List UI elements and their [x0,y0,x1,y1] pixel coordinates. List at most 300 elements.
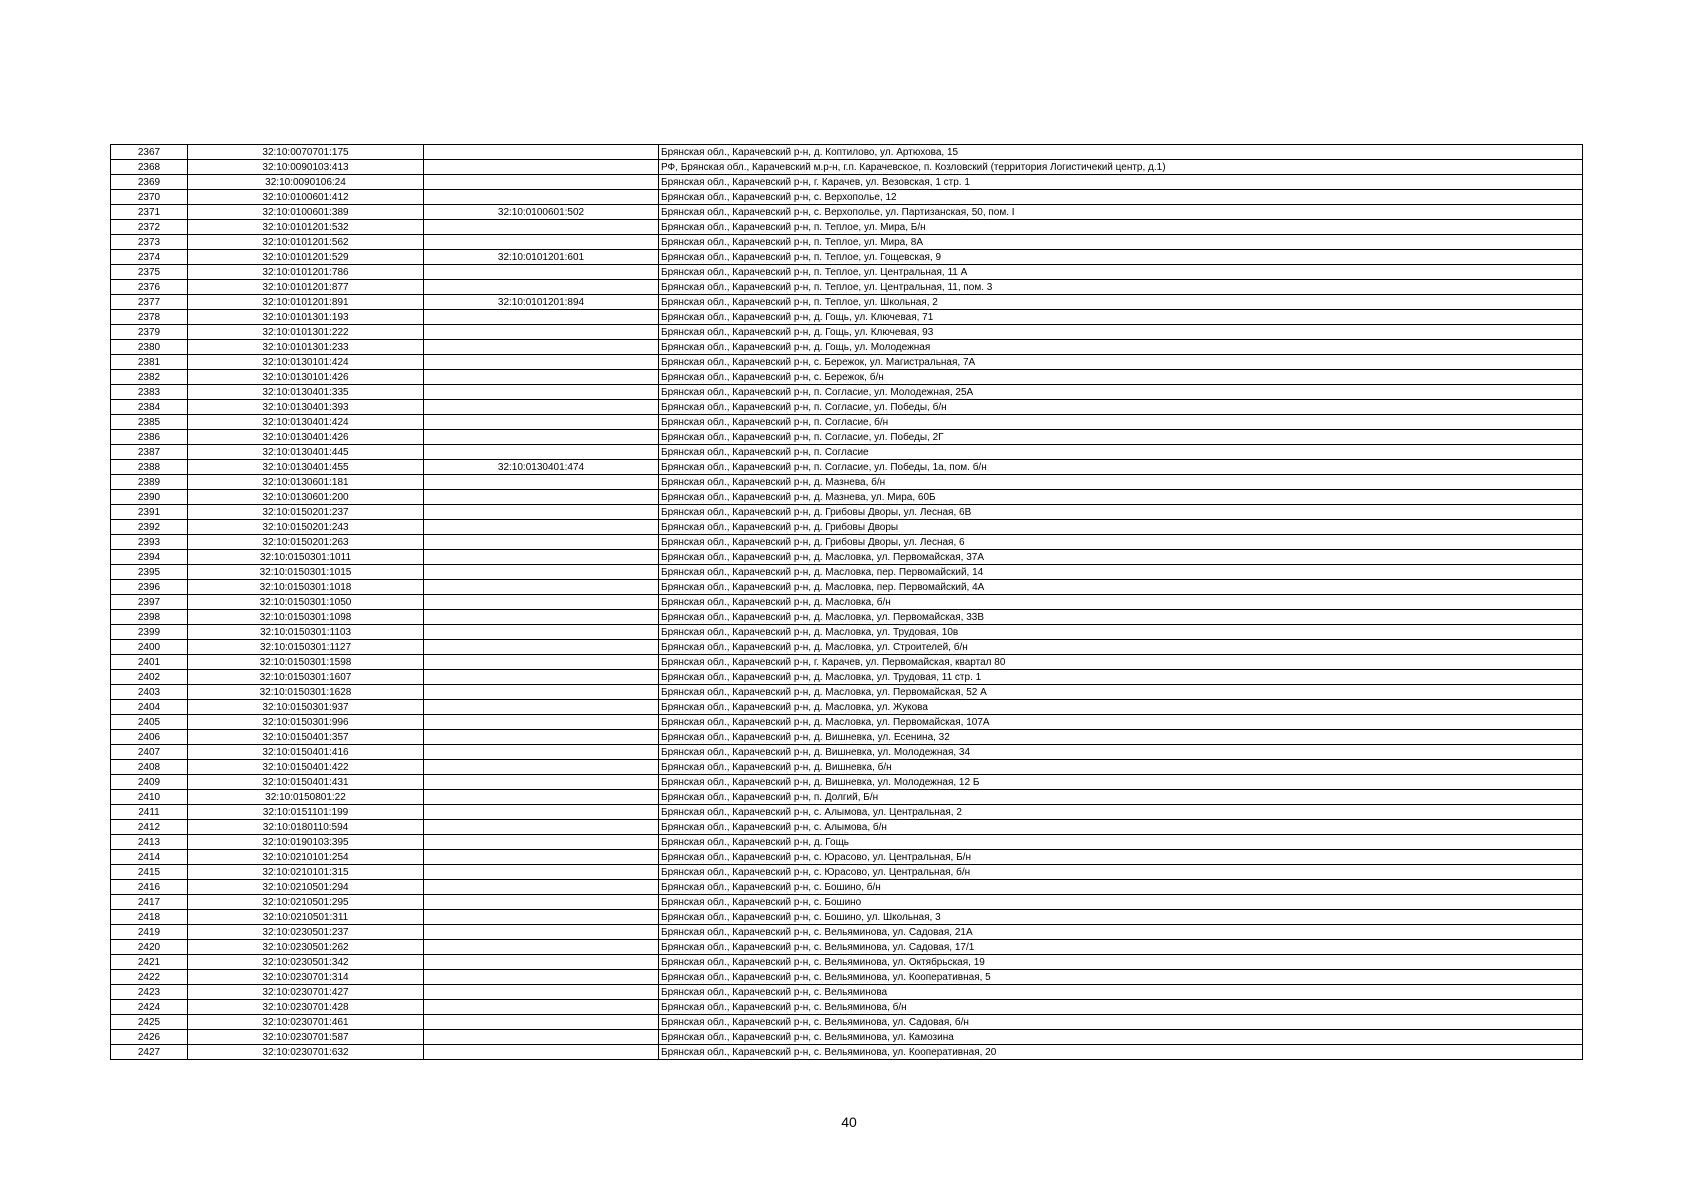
cadastral-number-cell: 32:10:0130601:181 [188,475,424,490]
address-cell: Брянская обл., Карачевский р-н, д. Вишневка, ул. Молодежная, 34 [659,745,1583,760]
address-cell: Брянская обл., Карачевский р-н, с. Бошино, ул. Школьная, 3 [659,910,1583,925]
row-number-cell: 2398 [111,610,188,625]
row-number-cell: 2382 [111,370,188,385]
cadastral-number-cell: 32:10:0230501:237 [188,925,424,940]
address-cell: Брянская обл., Карачевский р-н, д. Масловка, ул. Жукова [659,700,1583,715]
cadastral-number-cell: 32:10:0180110:594 [188,820,424,835]
address-cell: Брянская обл., Карачевский р-н, д. Грибовы Дворы, ул. Лесная, 6В [659,505,1583,520]
row-number-cell: 2426 [111,1030,188,1045]
row-number-cell: 2407 [111,745,188,760]
cadastral-number-cell: 32:10:0230701:461 [188,1015,424,1030]
address-cell: Брянская обл., Карачевский р-н, с. Вельяминова, ул. Садовая, 17/1 [659,940,1583,955]
linked-cadastral-number-cell [424,745,659,760]
table-row [111,880,1583,895]
linked-cadastral-number-cell [424,625,659,640]
table-row [111,805,1583,820]
address-cell: Брянская обл., Карачевский р-н, п. Теплое, ул. Мира, Б/н [659,220,1583,235]
address-cell: Брянская обл., Карачевский р-н, с. Вельяминова, б/н [659,1000,1583,1015]
address-cell: Брянская обл., Карачевский р-н, с. Юрасово, ул. Центральная, Б/н [659,850,1583,865]
linked-cadastral-number-cell [424,820,659,835]
table-row [111,685,1583,700]
row-number-cell: 2416 [111,880,188,895]
row-number-cell: 2417 [111,895,188,910]
cadastral-number-cell: 32:10:0130401:335 [188,385,424,400]
linked-cadastral-number-cell [424,805,659,820]
table-row [111,535,1583,550]
row-number-cell: 2422 [111,970,188,985]
cadastral-number-cell: 32:10:0101201:786 [188,265,424,280]
row-number-cell: 2389 [111,475,188,490]
table-row [111,940,1583,955]
linked-cadastral-number-cell [424,895,659,910]
linked-cadastral-number-cell [424,970,659,985]
cadastral-number-cell: 32:10:0150301:1607 [188,670,424,685]
address-cell: Брянская обл., Карачевский р-н, д. Гощь [659,835,1583,850]
cadastral-number-cell: 32:10:0150201:237 [188,505,424,520]
address-cell: Брянская обл., Карачевский р-н, д. Масловка, ул. Трудовая, 11 стр. 1 [659,670,1583,685]
table-row [111,1030,1583,1045]
cadastral-number-cell: 32:10:0150301:1598 [188,655,424,670]
address-cell: Брянская обл., Карачевский р-н, д. Масловка, ул. Первомайская, 107А [659,715,1583,730]
cadastral-number-cell: 32:10:0190103:395 [188,835,424,850]
table-row [111,205,1583,220]
table-row [111,625,1583,640]
cadastral-number-cell: 32:10:0230701:428 [188,1000,424,1015]
linked-cadastral-number-cell [424,145,659,160]
address-cell: Брянская обл., Карачевский р-н, п. Долгий, Б/н [659,790,1583,805]
linked-cadastral-number-cell [424,475,659,490]
linked-cadastral-number-cell [424,445,659,460]
table-row [111,865,1583,880]
table-row [111,580,1583,595]
cadastral-number-cell: 32:10:0230701:314 [188,970,424,985]
row-number-cell: 2418 [111,910,188,925]
address-cell: Брянская обл., Карачевский р-н, д. Вишневка, ул. Молодежная, 12 Б [659,775,1583,790]
linked-cadastral-number-cell [424,850,659,865]
address-cell: Брянская обл., Карачевский р-н, п. Согласие, ул. Молодежная, 25А [659,385,1583,400]
address-cell: Брянская обл., Карачевский р-н, с. Бережок, ул. Магистральная, 7А [659,355,1583,370]
table-row [111,265,1583,280]
table-row [111,235,1583,250]
linked-cadastral-number-cell [424,595,659,610]
address-cell: Брянская обл., Карачевский р-н, с. Бошино, б/н [659,880,1583,895]
address-cell: Брянская обл., Карачевский р-н, п. Теплое, ул. Мира, 8А [659,235,1583,250]
linked-cadastral-number-cell [424,340,659,355]
table-row [111,640,1583,655]
table-row [111,325,1583,340]
table-row [111,775,1583,790]
table-row [111,910,1583,925]
cadastral-number-cell: 32:10:0230501:262 [188,940,424,955]
table-row [111,280,1583,295]
row-number-cell: 2406 [111,730,188,745]
row-number-cell: 2424 [111,1000,188,1015]
linked-cadastral-number-cell [424,235,659,250]
cadastral-number-cell: 32:10:0150301:937 [188,700,424,715]
cadastral-number-cell: 32:10:0150401:357 [188,730,424,745]
table-row [111,1000,1583,1015]
address-cell: Брянская обл., Карачевский р-н, д. Грибовы Дворы, ул. Лесная, 6 [659,535,1583,550]
table-row [111,760,1583,775]
linked-cadastral-number-cell [424,925,659,940]
cadastral-number-cell: 32:10:0101201:891 [188,295,424,310]
cadastral-number-cell: 32:10:0130601:200 [188,490,424,505]
table-row [111,715,1583,730]
row-number-cell: 2408 [111,760,188,775]
linked-cadastral-number-cell: 32:10:0101201:894 [424,295,659,310]
cadastral-number-cell: 32:10:0210501:295 [188,895,424,910]
table-row [111,250,1583,265]
row-number-cell: 2384 [111,400,188,415]
address-cell: Брянская обл., Карачевский р-н, д. Вишневка, б/н [659,760,1583,775]
cadastral-number-cell: 32:10:0150301:1015 [188,565,424,580]
table-row [111,730,1583,745]
linked-cadastral-number-cell [424,790,659,805]
address-cell: Брянская обл., Карачевский р-н, п. Теплое, ул. Центральная, 11 А [659,265,1583,280]
row-number-cell: 2415 [111,865,188,880]
table-row [111,670,1583,685]
row-number-cell: 2421 [111,955,188,970]
table-row [111,700,1583,715]
linked-cadastral-number-cell [424,1045,659,1060]
linked-cadastral-number-cell [424,1015,659,1030]
linked-cadastral-number-cell [424,760,659,775]
cadastral-number-cell: 32:10:0150301:1018 [188,580,424,595]
address-cell: Брянская обл., Карачевский р-н, д. Масловка, ул. Первомайская, 52 А [659,685,1583,700]
cadastral-number-cell: 32:10:0150301:1103 [188,625,424,640]
row-number-cell: 2409 [111,775,188,790]
linked-cadastral-number-cell [424,985,659,1000]
address-cell: Брянская обл., Карачевский р-н, д. Вишневка, ул. Есенина, 32 [659,730,1583,745]
cadastral-number-cell: 32:10:0130401:455 [188,460,424,475]
table-row [111,850,1583,865]
row-number-cell: 2399 [111,625,188,640]
row-number-cell: 2377 [111,295,188,310]
row-number-cell: 2410 [111,790,188,805]
cadastral-number-cell: 32:10:0150301:1098 [188,610,424,625]
linked-cadastral-number-cell [424,325,659,340]
row-number-cell: 2385 [111,415,188,430]
row-number-cell: 2394 [111,550,188,565]
row-number-cell: 2423 [111,985,188,1000]
row-number-cell: 2371 [111,205,188,220]
cadastral-number-cell: 32:10:0070701:175 [188,145,424,160]
cadastral-number-cell: 32:10:0210501:294 [188,880,424,895]
cadastral-number-cell: 32:10:0130401:426 [188,430,424,445]
address-cell: Брянская обл., Карачевский р-н, п. Согласие, б/н [659,415,1583,430]
row-number-cell: 2402 [111,670,188,685]
cadastral-number-cell: 32:10:0150301:1050 [188,595,424,610]
cadastral-number-cell: 32:10:0090103:413 [188,160,424,175]
row-number-cell: 2419 [111,925,188,940]
table-row [111,820,1583,835]
row-number-cell: 2395 [111,565,188,580]
row-number-cell: 2383 [111,385,188,400]
row-number-cell: 2368 [111,160,188,175]
linked-cadastral-number-cell [424,400,659,415]
row-number-cell: 2374 [111,250,188,265]
linked-cadastral-number-cell [424,940,659,955]
address-cell: Брянская обл., Карачевский р-н, с. Вельяминова [659,985,1583,1000]
linked-cadastral-number-cell [424,880,659,895]
cadastral-number-cell: 32:10:0090106:24 [188,175,424,190]
linked-cadastral-number-cell [424,265,659,280]
row-number-cell: 2387 [111,445,188,460]
row-number-cell: 2388 [111,460,188,475]
table-row [111,610,1583,625]
cadastral-number-cell: 32:10:0130401:393 [188,400,424,415]
table-row [111,145,1583,160]
cadastral-number-cell: 32:10:0210101:315 [188,865,424,880]
row-number-cell: 2413 [111,835,188,850]
row-number-cell: 2404 [111,700,188,715]
row-number-cell: 2391 [111,505,188,520]
linked-cadastral-number-cell [424,655,659,670]
cadastral-number-cell: 32:10:0150301:1628 [188,685,424,700]
table-row [111,565,1583,580]
linked-cadastral-number-cell [424,640,659,655]
row-number-cell: 2367 [111,145,188,160]
table-row [111,355,1583,370]
row-number-cell: 2411 [111,805,188,820]
cadastral-number-cell: 32:10:0101201:562 [188,235,424,250]
cadastral-number-cell: 32:10:0150801:22 [188,790,424,805]
cadastral-number-cell: 32:10:0150301:1127 [188,640,424,655]
address-cell: Брянская обл., Карачевский р-н, п. Теплое, ул. Центральная, 11, пом. 3 [659,280,1583,295]
address-cell: Брянская обл., Карачевский р-н, д. Масловка, б/н [659,595,1583,610]
cadastral-number-cell: 32:10:0150401:431 [188,775,424,790]
table-row [111,385,1583,400]
address-cell: Брянская обл., Карачевский р-н, д. Масловка, пер. Первомайский, 14 [659,565,1583,580]
address-cell: Брянская обл., Карачевский р-н, с. Вельяминова, ул. Камозина [659,1030,1583,1045]
linked-cadastral-number-cell [424,700,659,715]
linked-cadastral-number-cell [424,685,659,700]
row-number-cell: 2375 [111,265,188,280]
table-row [111,790,1583,805]
address-cell: Брянская обл., Карачевский р-н, д. Гощь, ул. Ключевая, 93 [659,325,1583,340]
address-cell: Брянская обл., Карачевский р-н, п. Теплое, ул. Школьная, 2 [659,295,1583,310]
address-cell: Брянская обл., Карачевский р-н, п. Согласие, ул. Победы, 1а, пом. б/н [659,460,1583,475]
table-row [111,955,1583,970]
cadastral-number-cell: 32:10:0101301:193 [188,310,424,325]
address-cell: Брянская обл., Карачевский р-н, с. Верхополье, ул. Партизанская, 50, пом. I [659,205,1583,220]
address-cell: Брянская обл., Карачевский р-н, п. Согласие [659,445,1583,460]
linked-cadastral-number-cell: 32:10:0130401:474 [424,460,659,475]
cadastral-number-cell: 32:10:0101301:222 [188,325,424,340]
table-row [111,835,1583,850]
row-number-cell: 2405 [111,715,188,730]
row-number-cell: 2373 [111,235,188,250]
table-row [111,520,1583,535]
table-row [111,295,1583,310]
row-number-cell: 2380 [111,340,188,355]
linked-cadastral-number-cell [424,835,659,850]
table-row [111,340,1583,355]
linked-cadastral-number-cell [424,415,659,430]
row-number-cell: 2386 [111,430,188,445]
linked-cadastral-number-cell [424,220,659,235]
address-cell: Брянская обл., Карачевский р-н, с. Вельяминова, ул. Октябрьская, 19 [659,955,1583,970]
cadastral-number-cell: 32:10:0151101:199 [188,805,424,820]
linked-cadastral-number-cell [424,715,659,730]
address-cell: Брянская обл., Карачевский р-н, д. Мазнева, б/н [659,475,1583,490]
table-row [111,190,1583,205]
linked-cadastral-number-cell [424,730,659,745]
linked-cadastral-number-cell [424,565,659,580]
address-cell: РФ, Брянская обл., Карачевский м.р-н, г.п. Карачевское, п. Козловский (территория Логистичекий центр, д.1) [659,160,1583,175]
cadastral-number-cell: 32:10:0150301:1011 [188,550,424,565]
address-cell: Брянская обл., Карачевский р-н, г. Карачев, ул. Первомайская, квартал 80 [659,655,1583,670]
address-cell: Брянская обл., Карачевский р-н, п. Согласие, ул. Победы, 2Г [659,430,1583,445]
cadastral-number-cell: 32:10:0130401:424 [188,415,424,430]
linked-cadastral-number-cell [424,175,659,190]
cadastral-number-cell: 32:10:0150201:243 [188,520,424,535]
cadastral-number-cell: 32:10:0210501:311 [188,910,424,925]
linked-cadastral-number-cell [424,190,659,205]
table-row [111,415,1583,430]
linked-cadastral-number-cell [424,310,659,325]
linked-cadastral-number-cell [424,670,659,685]
table-row [111,895,1583,910]
linked-cadastral-number-cell [424,550,659,565]
row-number-cell: 2425 [111,1015,188,1030]
row-number-cell: 2403 [111,685,188,700]
cadastral-number-cell: 32:10:0100601:389 [188,205,424,220]
address-cell: Брянская обл., Карачевский р-н, с. Бережок, б/н [659,370,1583,385]
address-cell: Брянская обл., Карачевский р-н, с. Бошино [659,895,1583,910]
table-row [111,505,1583,520]
address-cell: Брянская обл., Карачевский р-н, с. Вельяминова, ул. Кооперативная, 5 [659,970,1583,985]
table-row [111,175,1583,190]
cadastral-number-cell: 32:10:0230501:342 [188,955,424,970]
address-cell: Брянская обл., Карачевский р-н, с. Верхополье, 12 [659,190,1583,205]
table-row [111,550,1583,565]
row-number-cell: 2427 [111,1045,188,1060]
address-cell: Брянская обл., Карачевский р-н, с. Вельяминова, ул. Садовая, б/н [659,1015,1583,1030]
row-number-cell: 2379 [111,325,188,340]
linked-cadastral-number-cell [424,910,659,925]
address-cell: Брянская обл., Карачевский р-н, с. Алымова, ул. Центральная, 2 [659,805,1583,820]
cadastral-number-cell: 32:10:0150401:422 [188,760,424,775]
linked-cadastral-number-cell [424,1030,659,1045]
address-cell: Брянская обл., Карачевский р-н, д. Грибовы Дворы [659,520,1583,535]
linked-cadastral-number-cell [424,430,659,445]
linked-cadastral-number-cell [424,385,659,400]
row-number-cell: 2393 [111,535,188,550]
row-number-cell: 2370 [111,190,188,205]
linked-cadastral-number-cell [424,160,659,175]
linked-cadastral-number-cell [424,775,659,790]
linked-cadastral-number-cell [424,520,659,535]
address-cell: Брянская обл., Карачевский р-н, с. Вельяминова, ул. Садовая, 21А [659,925,1583,940]
row-number-cell: 2369 [111,175,188,190]
cadastral-number-cell: 32:10:0150301:996 [188,715,424,730]
property-table-body [111,145,1583,1060]
table-row [111,430,1583,445]
cadastral-number-cell: 32:10:0210101:254 [188,850,424,865]
linked-cadastral-number-cell [424,580,659,595]
address-cell: Брянская обл., Карачевский р-н, с. Юрасово, ул. Центральная, б/н [659,865,1583,880]
cadastral-number-cell: 32:10:0130101:424 [188,355,424,370]
cadastral-number-cell: 32:10:0150201:263 [188,535,424,550]
table-row [111,460,1583,475]
table-row [111,475,1583,490]
linked-cadastral-number-cell [424,955,659,970]
cadastral-number-cell: 32:10:0230701:427 [188,985,424,1000]
linked-cadastral-number-cell [424,865,659,880]
linked-cadastral-number-cell [424,1000,659,1015]
table-row [111,1045,1583,1060]
address-cell: Брянская обл., Карачевский р-н, д. Мазнева, ул. Мира, 60Б [659,490,1583,505]
row-number-cell: 2381 [111,355,188,370]
table-row [111,655,1583,670]
table-row [111,490,1583,505]
address-cell: Брянская обл., Карачевский р-н, д. Масловка, ул. Трудовая, 10в [659,625,1583,640]
table-row [111,970,1583,985]
row-number-cell: 2400 [111,640,188,655]
property-table [110,144,1583,1060]
table-row [111,595,1583,610]
address-cell: Брянская обл., Карачевский р-н, д. Гощь, ул. Молодежная [659,340,1583,355]
cadastral-number-cell: 32:10:0230701:587 [188,1030,424,1045]
linked-cadastral-number-cell [424,610,659,625]
table-row [111,925,1583,940]
table-row [111,985,1583,1000]
row-number-cell: 2392 [111,520,188,535]
cadastral-number-cell: 32:10:0130101:426 [188,370,424,385]
table-row [111,160,1583,175]
address-cell: Брянская обл., Карачевский р-н, д. Масловка, пер. Первомайский, 4А [659,580,1583,595]
table-row [111,1015,1583,1030]
linked-cadastral-number-cell [424,535,659,550]
cadastral-number-cell: 32:10:0101201:529 [188,250,424,265]
address-cell: Брянская обл., Карачевский р-н, п. Согласие, ул. Победы, б/н [659,400,1583,415]
address-cell: Брянская обл., Карачевский р-н, д. Масловка, ул. Первомайская, 33В [659,610,1583,625]
address-cell: Брянская обл., Карачевский р-н, д. Гощь, ул. Ключевая, 71 [659,310,1583,325]
row-number-cell: 2376 [111,280,188,295]
address-cell: Брянская обл., Карачевский р-н, д. Коптилово, ул. Артюхова, 15 [659,145,1583,160]
table-row [111,370,1583,385]
cadastral-number-cell: 32:10:0230701:632 [188,1045,424,1060]
table-row [111,445,1583,460]
cadastral-number-cell: 32:10:0130401:445 [188,445,424,460]
linked-cadastral-number-cell: 32:10:0101201:601 [424,250,659,265]
address-cell: Брянская обл., Карачевский р-н, д. Масловка, ул. Строителей, б/н [659,640,1583,655]
address-cell: Брянская обл., Карачевский р-н, г. Карачев, ул. Везовская, 1 стр. 1 [659,175,1583,190]
row-number-cell: 2412 [111,820,188,835]
row-number-cell: 2420 [111,940,188,955]
linked-cadastral-number-cell [424,505,659,520]
table-row [111,310,1583,325]
linked-cadastral-number-cell [424,280,659,295]
address-cell: Брянская обл., Карачевский р-н, с. Вельяминова, ул. Кооперативная, 20 [659,1045,1583,1060]
row-number-cell: 2401 [111,655,188,670]
row-number-cell: 2396 [111,580,188,595]
row-number-cell: 2372 [111,220,188,235]
linked-cadastral-number-cell [424,355,659,370]
linked-cadastral-number-cell [424,490,659,505]
row-number-cell: 2378 [111,310,188,325]
address-cell: Брянская обл., Карачевский р-н, д. Масловка, ул. Первомайская, 37А [659,550,1583,565]
table-row [111,220,1583,235]
row-number-cell: 2390 [111,490,188,505]
linked-cadastral-number-cell: 32:10:0100601:502 [424,205,659,220]
address-cell: Брянская обл., Карачевский р-н, п. Теплое, ул. Гощевская, 9 [659,250,1583,265]
cadastral-number-cell: 32:10:0101201:877 [188,280,424,295]
table-row [111,400,1583,415]
table-row [111,745,1583,760]
row-number-cell: 2397 [111,595,188,610]
